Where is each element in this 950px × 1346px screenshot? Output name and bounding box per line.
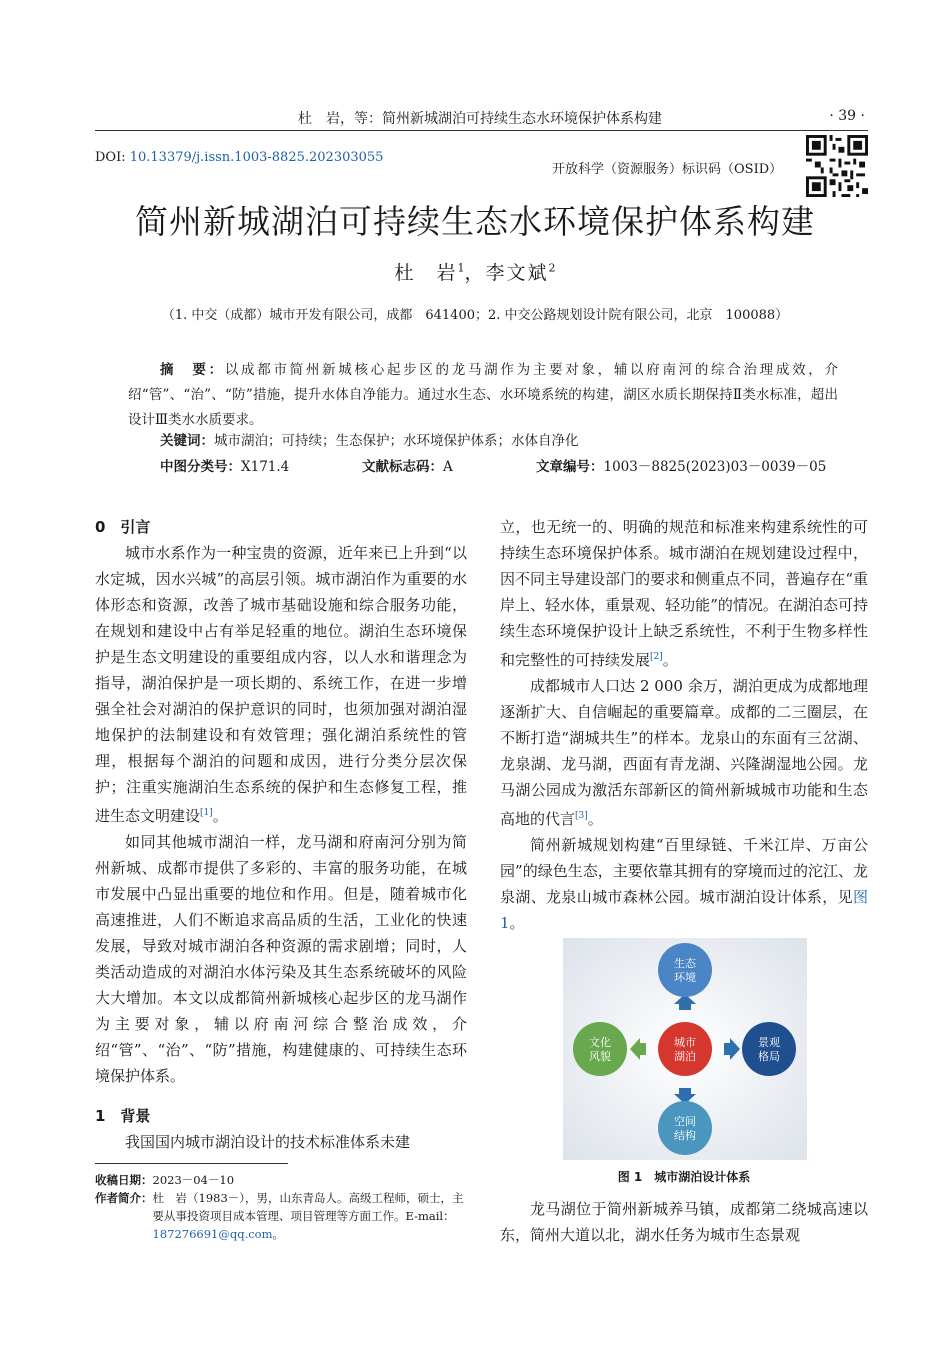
doc-code-label: 文献标志码： [362,459,443,475]
affiliation: （1. 中交（成都）城市开发有限公司，成都 641400；2. 中交公路规划设计院有限公司，北京 100088） [161,308,789,323]
article-number-label: 文章编号： [536,459,604,475]
author-1: 杜 岩 [394,262,458,284]
document-code [362,455,453,475]
node-top-label-2: 环境 [674,971,696,984]
citation-1[interactable]: [1] [200,808,213,818]
clc-label: 中图分类号： [160,459,241,475]
node-left-label-2: 风貌 [589,1050,611,1063]
received-label: 收稿日期： [95,1173,153,1187]
intro-p1-end: 。 [212,807,228,825]
node-right-label-1: 景观 [758,1036,780,1049]
article-number [536,455,826,475]
author-2: 李文斌 [485,262,549,284]
qr-code-icon[interactable] [806,135,868,197]
author-email-link[interactable]: 187276691@qq.com [152,1227,273,1241]
node-right-circle [742,1022,796,1076]
page-number: · 39 · [829,108,865,124]
author-bio-text: 杜 岩（1983－），男，山东青岛人。高级工程师，硕士，主要从事投资项目成本管理、项目管理等方面工作。E-mail： [152,1191,464,1223]
doi-label: DOI: [95,150,130,165]
node-top-circle [658,943,712,997]
right-column [500,514,868,936]
doc-code-value: A [443,459,453,475]
right-p1-end: 。 [662,651,678,669]
abstract-text: 以成都市简州新城核心起步区的龙马湖作为主要对象，辅以府南河的综合治理成效，介绍“管”、“治”、“防”措施，提升水体自净能力。通过水生态、水环境系统的构建，湖区水质长期保持Ⅱ类水标准，超出设计Ⅲ类水水质要求。 [128,362,839,428]
abstract-label: 摘 要： [160,362,225,378]
citation-3[interactable]: [3] [575,811,588,821]
right-paragraph-3 [500,832,868,936]
clc-value: X171.4 [241,459,290,475]
right-p3-text: 简州新城规划构建“百里绿链、千米江岸、万亩公园”的绿色生态，主要依靠其拥有的穿境而过的沱江、龙泉湖、龙泉山城市森林公园。城市湖泊设计体系，见 [500,836,868,906]
intro-paragraph-2: 如同其他城市湖泊一样，龙马湖和府南河分别为简州新城、成都市提供了多彩的、丰富的服务功能，在城市发展中凸显出重要的地位和作用。但是，随着城市化高速推进，人们不断追求高品质的生活，工业化的快速发展，导致对城市湖泊各种资源的需求剧增；同时，人类活动造成的对湖泊水体污染及其生态系统破坏的风险大大增加。本文以成都简州新城核心起步区的龙马湖作为主要对象，辅以府南河综合整治成效，介绍“管”、“治”、“防”措施，构建健康的、可持续生态环境保护体系。 [95,833,467,1085]
node-bottom-label-2: 结构 [674,1129,696,1142]
citation-2[interactable]: [2] [650,652,663,662]
right-p1-text: 立，也无统一的、明确的规范和标准来构建系统性的可持续生态环境保护体系。城市湖泊在规划建设过程中，因不同主导建设部门的要求和侧重点不同，普遍存在“重岸上、轻水体，重景观、轻功能”的情况。在湖泊态可持续生态环境保护设计上缺乏系统性，不利于生物多样性和完整性的可持续发展 [500,518,868,669]
node-left-label-1: 文化 [589,1036,611,1049]
right-paragraph-2 [500,673,868,832]
page-title: 简州新城湖泊可持续生态水环境保护体系构建 [135,202,815,241]
intro-p1-text: 城市水系作为一种宝贵的资源，近年来已上升到“以水定城，因水兴城”的高层引领。城市湖泊作为重要的水体形态和资源，改善了城市基础设施和综合服务功能，在规划和建设中占有举足轻重的地位。湖泊生态环境保护是生态文明建设的重要组成内容，以人水和谐理念为指导，湖泊保护是一项长期的、系统工作，在进一步增强全社会对湖泊的保护意识的同时，也须加强对湖泊湿地保护的法制建设和有效管理；强化湖泊系统性的管理，根据每个湖泊的问题和成因，进行分类分层次保护；注重实施湖泊生态系统的保护和生态修复工程，推进生态文明建设 [95,544,467,825]
article-number-value: 1003－8825(2023)03－0039－05 [603,459,827,475]
node-bottom-label-1: 空间 [674,1115,696,1128]
keywords [160,429,579,449]
keywords-label: 关键词： [160,433,214,449]
right-p3-end: 。 [509,914,525,932]
node-center-circle [658,1022,712,1076]
abstract [128,358,838,433]
author-bio-end: 。 [272,1227,284,1241]
received-value: 2023－04－10 [152,1173,235,1187]
node-bottom-circle [658,1101,712,1155]
author-separator: ， [464,262,486,284]
intro-heading: 0 引言 [95,518,151,536]
header-rule [95,130,868,131]
footnote [95,1171,467,1243]
left-column [95,514,467,1155]
node-top-label-1: 生态 [674,957,696,970]
figure-1-link[interactable]: 图 1 [500,888,868,932]
figure-1-diagram [563,938,807,1160]
doi-line [95,150,383,165]
running-title: 杜 岩，等：简州新城湖泊可持续生态水环境保护体系构建 [298,111,662,127]
figure-1-caption: 图 1 城市湖泊设计体系 [617,1170,751,1184]
author-bio-label: 作者简介： [95,1191,153,1205]
node-left-circle [573,1022,627,1076]
keywords-text: 城市湖泊；可持续；生态保护；水环境保护体系；水体自净化 [214,433,579,449]
doi-link[interactable]: 10.13379/j.issn.1003-8825.202303055 [129,150,384,165]
right-p2-end: 。 [587,810,603,828]
node-center-label-1: 城市 [674,1036,696,1049]
right-column-bottom [500,1196,868,1248]
footnote-rule [95,1163,288,1164]
node-center-label-2: 湖泊 [674,1050,696,1063]
received-date [95,1171,467,1189]
node-right-label-2: 格局 [758,1050,780,1063]
right-paragraph-1 [500,514,868,673]
intro-paragraph-1 [95,540,467,829]
author-1-affil: 1 [457,261,465,275]
author-bio-body [153,1189,468,1243]
clc-number [160,455,289,475]
author-bio [95,1189,467,1243]
right-paragraph-4: 龙马湖位于简州新城养马镇，成都第二绕城高速以东，简州大道以北，湖水任务为城市生态景观 [500,1200,868,1244]
author-line [0,258,950,285]
author-2-affil: 2 [548,261,556,275]
background-heading: 1 背景 [95,1107,151,1125]
background-paragraph-1: 我国国内城市湖泊设计的技术标准体系未建 [125,1133,411,1151]
right-p2-text: 成都城市人口达 2 000 余万，湖泊更成为成都地理逐渐扩大、自信崛起的重要篇章。成都的二三圈层，在不断打造“湖城共生”的样本。龙泉山的东面有三岔湖、龙泉湖、龙马湖，西面有青龙湖、兴隆湖湿地公园。龙马湖公园成为激活东部新区的简州新城城市功能和生态高地的代言 [500,677,868,828]
osid-label: 开放科学（资源服务）标识码（OSID） [552,162,783,177]
